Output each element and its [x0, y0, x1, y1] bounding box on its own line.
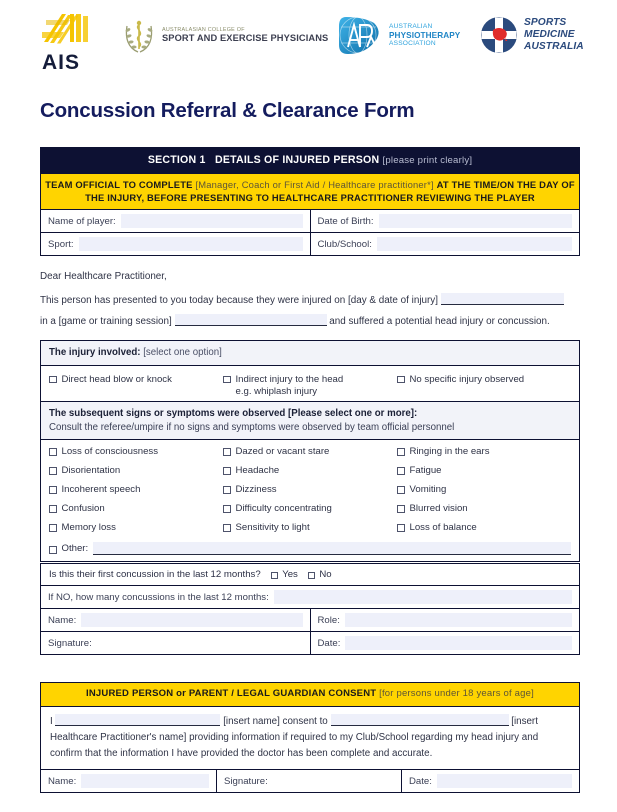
- sma-line3: AUSTRALIA: [524, 40, 584, 52]
- symptom-dazed-or-vacant-stare[interactable]: [223, 443, 397, 462]
- consent-name-cell[interactable]: [41, 770, 216, 792]
- checkbox-icon[interactable]: [397, 467, 405, 475]
- checkbox-icon[interactable]: [49, 546, 57, 554]
- consent-para-3: [insert Healthcare Practitioner's name] providing information if required to my Club/School regarding my head injury and confirm that the information I have provided the doctor has been complete and accurate.: [50, 715, 539, 759]
- checkbox-icon[interactable]: [223, 376, 231, 384]
- sport-club-row: [41, 232, 579, 255]
- consent-header-bar: [41, 683, 579, 706]
- symptom-other-label: Other:: [61, 543, 89, 555]
- checkbox-icon[interactable]: [49, 467, 57, 475]
- apa-line2: PHYSIOTHERAPY: [389, 30, 461, 40]
- checkbox-icon[interactable]: [49, 524, 57, 532]
- checkbox-icon[interactable]: [49, 376, 57, 384]
- consent-para-2: [insert name] consent to: [223, 715, 328, 727]
- checkbox-icon[interactable]: [223, 524, 231, 532]
- consent-signature-cell[interactable]: [216, 770, 401, 792]
- consent-header-note: [for persons under 18 years of age]: [376, 688, 534, 699]
- official-role-label: Role:: [317, 614, 340, 626]
- symptom-label: Ringing in the ears: [409, 446, 490, 458]
- history-signoff-box: [40, 563, 580, 655]
- consent-box: [40, 682, 580, 793]
- consent-paragraph: [41, 706, 579, 770]
- ais-logo: [40, 12, 94, 73]
- letter-salutation: Dear Healthcare Practitioner,: [40, 271, 167, 282]
- name-of-player-input[interactable]: [121, 214, 303, 228]
- first-concussion-yes-label: Yes: [282, 569, 298, 580]
- checkbox-icon[interactable]: [397, 524, 405, 532]
- first-concussion-no[interactable]: [308, 569, 332, 580]
- first-concussion-no-label: No: [319, 569, 332, 580]
- symptom-headache[interactable]: [223, 462, 397, 481]
- how-many-concussions-input[interactable]: [274, 590, 572, 604]
- symptom-disorientation[interactable]: [49, 462, 223, 481]
- symptom-label: Headache: [235, 465, 280, 477]
- consent-name-label: Name:: [48, 775, 77, 787]
- symptom-label: Vomiting: [409, 484, 447, 496]
- section1-instruction-bar: [41, 173, 579, 209]
- symptom-label: Fatigue: [409, 465, 442, 477]
- injury-option-indirect[interactable]: [223, 371, 397, 403]
- symptom-label: Sensitivity to light: [235, 522, 310, 534]
- player-name-dob-row: [41, 209, 579, 232]
- checkbox-icon[interactable]: [223, 486, 231, 494]
- symptom-other-row[interactable]: [49, 538, 571, 556]
- how-many-concussions-label: If NO, how many concussions in the last 12 months:: [48, 591, 269, 603]
- symptom-label: Loss of consciousness: [61, 446, 159, 458]
- section1-header-bar: [41, 148, 579, 173]
- page-title: Concussion Referral & Clearance Form: [40, 99, 415, 122]
- laurel-caduceus-icon: [122, 18, 156, 54]
- symptom-vomiting[interactable]: [397, 481, 571, 500]
- injury-option-indirect-line1: Indirect injury to the head: [235, 373, 344, 385]
- section1-header-label: SECTION 1: [147, 154, 206, 166]
- official-signature-label: Signature:: [48, 637, 92, 649]
- consent-date-cell[interactable]: [401, 770, 579, 792]
- sport-input[interactable]: [79, 237, 303, 251]
- consent-person-name-input[interactable]: [55, 714, 220, 726]
- symptoms-box: [40, 401, 580, 562]
- symptoms-heading: The subsequent signs or symptoms were observed [Please select one or more]:: [49, 408, 418, 419]
- practitioner-letter: [40, 272, 580, 335]
- official-role-cell[interactable]: [310, 609, 580, 631]
- letter-line3-text-a: in a [game or training session]: [40, 315, 172, 327]
- symptom-incoherent-speech[interactable]: [49, 481, 223, 500]
- letter-line-3: [40, 314, 580, 327]
- section1-header-title: DETAILS OF INJURED PERSON: [214, 154, 380, 166]
- injury-involved-header: [41, 341, 579, 366]
- injury-involved-heading: The injury involved:: [49, 347, 141, 358]
- checkbox-icon[interactable]: [223, 467, 231, 475]
- sport-label: Sport:: [48, 238, 74, 250]
- sma-line2: MEDICINE: [524, 29, 575, 41]
- injury-date-input[interactable]: [441, 293, 564, 305]
- symptom-other-input[interactable]: [93, 542, 571, 555]
- checkbox-icon[interactable]: [49, 505, 57, 513]
- checkbox-icon[interactable]: [397, 448, 405, 456]
- instruction-bold-2: AT THE TIME/ON THE DAY OF THE INJURY, BEFORE PRESENTING TO HEALTHCARE PRACTITIONER REVIEWING THE PLAYER: [85, 178, 575, 203]
- logo-strip: [0, 0, 617, 86]
- letter-line2-text: This person has presented to you today because they were injured on [day & date of injury]: [40, 294, 438, 306]
- date-of-birth-label: Date of Birth:: [317, 215, 374, 227]
- symptom-difficulty-concentrating[interactable]: [223, 500, 397, 519]
- symptom-row-1: [49, 443, 571, 462]
- injury-option-none-label: No specific injury observed: [409, 373, 525, 385]
- consent-signature-input[interactable]: [273, 774, 394, 788]
- injury-option-direct[interactable]: [49, 371, 223, 403]
- ais-logo-text: AIS: [42, 51, 81, 74]
- checkbox-icon[interactable]: [223, 505, 231, 513]
- consent-signoff-row: [41, 769, 579, 792]
- checkbox-icon[interactable]: [397, 505, 405, 513]
- checkbox-icon[interactable]: [397, 486, 405, 494]
- official-signature-cell[interactable]: [41, 632, 310, 654]
- symptom-ringing-in-the-ears[interactable]: [397, 443, 571, 462]
- official-name-label: Name:: [48, 614, 77, 626]
- name-of-player-cell[interactable]: [41, 210, 310, 232]
- symptom-loss-of-balance[interactable]: [397, 519, 571, 538]
- injury-involved-box: [40, 340, 580, 409]
- acsep-line1: AUSTRALASIAN COLLEGE OF: [162, 26, 245, 33]
- symptom-label: Disorientation: [61, 465, 121, 477]
- official-signature-date-row: [41, 631, 579, 654]
- injury-option-direct-label: Direct head blow or knock: [61, 373, 172, 385]
- consent-signature-label: Signature:: [224, 775, 268, 787]
- official-signature-input[interactable]: [97, 636, 303, 650]
- session-type-input[interactable]: [175, 314, 327, 326]
- symptom-label: Difficulty concentrating: [235, 503, 332, 515]
- date-of-birth-cell[interactable]: [310, 210, 580, 232]
- official-date-label: Date:: [317, 637, 341, 649]
- first-concussion-question-label: Is this their first concussion in the last 12 months?: [49, 569, 261, 580]
- consent-para-1: I: [50, 715, 53, 727]
- apa-logo: [336, 14, 460, 57]
- symptom-dizziness[interactable]: [223, 481, 397, 500]
- symptom-fatigue[interactable]: [397, 462, 571, 481]
- symptom-memory-loss[interactable]: [49, 519, 223, 538]
- sma-logo: [480, 16, 584, 54]
- symptom-loss-of-consciousness[interactable]: [49, 443, 223, 462]
- name-of-player-label: Name of player:: [48, 215, 116, 227]
- symptom-label: Dizziness: [235, 484, 277, 496]
- apa-line1: AUSTRALIAN: [389, 22, 433, 30]
- official-name-cell[interactable]: [41, 609, 310, 631]
- letter-line-2: [40, 293, 580, 306]
- symptom-row-4: [49, 500, 571, 519]
- club-school-input[interactable]: [377, 237, 572, 251]
- symptoms-subheading: Consult the referee/umpire if no signs and symptoms were observed by team official personnel: [49, 421, 455, 433]
- injury-option-indirect-line2: e.g. whiplash injury: [235, 386, 318, 398]
- apa-emblem-icon: [336, 14, 383, 57]
- checkbox-icon[interactable]: [271, 572, 279, 580]
- ais-emblem-icon: [40, 12, 94, 50]
- symptom-label: Confusion: [61, 503, 105, 515]
- checkbox-icon[interactable]: [397, 376, 405, 384]
- official-date-cell[interactable]: [310, 632, 580, 654]
- how-many-concussions-row: [41, 585, 579, 608]
- symptoms-options: [41, 440, 579, 561]
- consent-header-bold: INJURED PERSON or PARENT / LEGAL GUARDIAN CONSENT: [86, 688, 377, 699]
- sport-cell[interactable]: [41, 233, 310, 255]
- injury-option-none[interactable]: [397, 371, 571, 403]
- symptom-label: Memory loss: [61, 522, 116, 534]
- checkbox-icon[interactable]: [49, 448, 57, 456]
- sma-emblem-icon: [480, 16, 518, 54]
- symptoms-header: [41, 402, 579, 440]
- instruction-bold-1: TEAM OFFICIAL TO COMPLETE: [45, 178, 193, 190]
- injury-involved-note: [select one option]: [140, 347, 222, 358]
- checkbox-icon[interactable]: [223, 448, 231, 456]
- symptom-sensitivity-to-light[interactable]: [223, 519, 397, 538]
- section1-header-note: [please print clearly]: [382, 155, 473, 166]
- acsep-logo: [122, 18, 328, 54]
- symptom-label: Dazed or vacant stare: [235, 446, 330, 458]
- first-concussion-yes[interactable]: [271, 569, 298, 580]
- consent-date-label: Date:: [409, 775, 432, 787]
- symptom-label: Loss of balance: [409, 522, 477, 534]
- sma-logo-text: [524, 17, 584, 52]
- letter-line3-text-b: and suffered a potential head injury or concussion.: [329, 315, 550, 327]
- acsep-line2: SPORT AND EXERCISE PHYSICIANS: [162, 33, 329, 44]
- checkbox-icon[interactable]: [308, 572, 316, 580]
- how-many-concussions-cell[interactable]: [41, 586, 579, 608]
- consent-date-input[interactable]: [437, 774, 572, 788]
- consent-practitioner-name-input[interactable]: [331, 714, 509, 726]
- apa-line3: ASSOCIATION: [389, 40, 436, 48]
- symptom-label: Blurred vision: [409, 503, 468, 515]
- official-name-input[interactable]: [81, 613, 302, 627]
- symptom-row-3: [49, 481, 571, 500]
- apa-logo-text: [389, 23, 460, 48]
- instruction-normal-1: [Manager, Coach or First Aid / Healthcare practitioner*]: [192, 178, 437, 190]
- section1-box: [40, 147, 580, 256]
- first-concussion-question-row: [41, 564, 579, 585]
- date-of-birth-input[interactable]: [379, 214, 573, 228]
- official-date-input[interactable]: [345, 636, 572, 650]
- club-school-cell[interactable]: [310, 233, 580, 255]
- checkbox-icon[interactable]: [49, 486, 57, 494]
- official-name-role-row: [41, 608, 579, 631]
- symptom-confusion[interactable]: [49, 500, 223, 519]
- consent-name-input[interactable]: [81, 774, 209, 788]
- acsep-logo-text: [162, 28, 328, 44]
- symptom-label: Incoherent speech: [61, 484, 141, 496]
- injury-option-indirect-label: [236, 374, 344, 399]
- symptom-blurred-vision[interactable]: [397, 500, 571, 519]
- symptom-row-5: [49, 519, 571, 538]
- symptom-row-2: [49, 462, 571, 481]
- injury-option-row: [49, 371, 571, 403]
- club-school-label: Club/School:: [317, 238, 372, 250]
- official-role-input[interactable]: [345, 613, 572, 627]
- sma-line1: SPORTS: [524, 17, 567, 29]
